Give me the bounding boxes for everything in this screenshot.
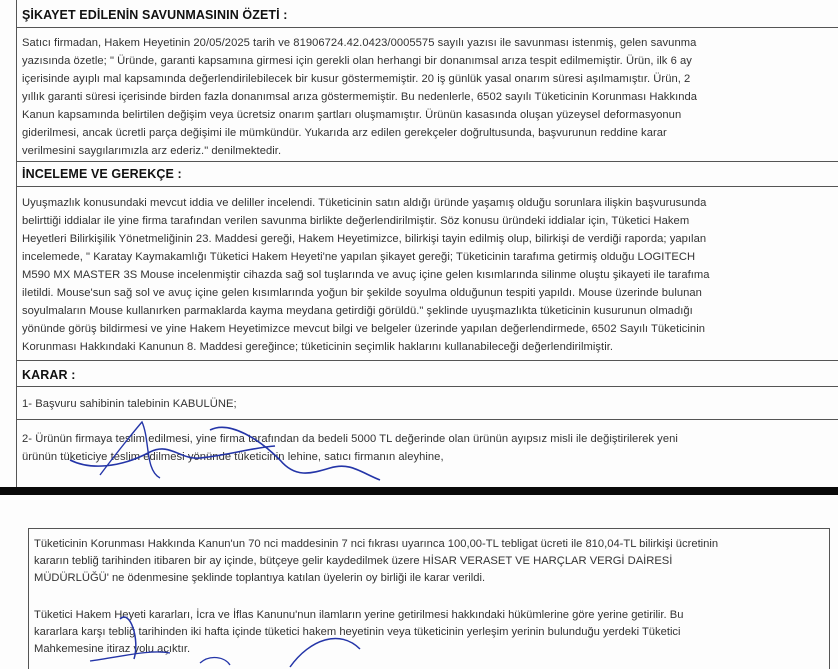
defense-summary-text: Satıcı firmadan, Hakem Heyetinin 20/05/2025 tarih ve 81906724.42.0423/0005575 sayılı yazısı ile savunması istenmiş, gelen savunma yazısında özetle; " Üründe, garanti kapsamına girmesi için gerekli olan herhangi bir donanımsal arıza tespit edilmemiştir. Ürün, ilk 6 ay içerisinde ayıplı mal kapsamında değerlendirilebilecek bir kusur göstermemiştir. 20 iş günlük yasal onarım süresi aşılmamıştır. Ürün, 2 yıllık garanti süresi içerisinde birden fazla donanımsal arıza göstermemiştir. Bu nedenlerle, 6502 sayılı Tüketicinin Korunması Hakkında Kanun kapsamında belirtilen değişim veya ücretsiz onarım şartları oluşmamıştır. Ürünün kasasında oluşan yüzeysel deformasyonun giderilmesi, ancak ücretli parça değişimi ile mümkündür. Yukarıda arz edilen gerekçeler doğrultusunda, başvurunun reddine karar verilmesini saygılarımızla arz ederiz." denilmektedir. [22,37,698,157]
document-page-2 [0,495,838,669]
fee-paragraph: Tüketicinin Korunması Hakkında Kanun'un 70 nci maddesinin 7 nci fıkrası uyarınca 100,00-TL tebligat ücreti ile 810,04-TL bilirkişi ücretinin kararın tebliğ tarihinden itibaren bir ay içinde, bütçeye gelir kaydedilmek üzere HİSAR VERASET VE HARÇLAR VERGİ DAİRESİ MÜDÜRLÜĞÜ' ne ödenmesine şeklinde toplantıya katılan üyelerin oy birliği ile karar verildi. [34,538,719,584]
section-divider [16,360,838,361]
heading-rule [16,27,838,28]
review-text: Uyuşmazlık konusundaki mevcut iddia ve deliller incelendi. Tüketicinin satın aldığı üründe yaşamış olduğu sorunlara ilişkin başvurusunda belirttiği iddialar ile yine firma tarafından verilen savunma birlikte değerlendirilmiştir. Söz konusu üründeki iddialar için, Tüketici Hakem Heyetleri Bilirkişilik Yönetmeliğinin 23. Maddesi gereği, Hakem Heyetimizce, bilirkişi tayin edilmiş olup, bilirkişi de verdiği raporda; yapılan incelemede, " Karatay Kaymakamlığı Tüketici Hakem Heyeti'ne yapılan şikayet gereği; Tüketicinin tarafıma getirmiş olduğu LOGITECH M590 MX MASTER 3S Mouse incelenmiştir cihazda sağ sol tuşlarında ve avuç içine gelen kısımlarında silinme oluştu şikayeti ile tarafıma iletildi. Mouse'sun sağ sol ve avuç içine gelen kısımlarında yoğun bir şekilde soyulma olduğunun tespiti yapıldı. Mouse üzerinde bulunan soyulmaların Mouse kullanırken parmaklarda kayma meydana getirdiği görüldü." şeklinde uyuşmazlıkta tüketicinin kusurunun olmadığı yönünde görüş bildirmesi ve yine Hakem Heyetimizce mevcut bilgi ve belgeler üzerinde yapılan değerlendirmede, 6502 Sayılı Tüketicinin Korunması Hakkındaki Kanunun 8. Maddesi gereğince; tüketicinin seçimlik haklarını kullanabileceği değerlendirilmiştir. [22,197,710,353]
heading-rule [16,386,838,387]
heading-rule [16,186,838,187]
decision-item-1: 1- Başvuru sahibinin talebinin KABULÜNE; [22,398,237,410]
defense-summary-heading: ŞİKAYET EDİLENİN SAVUNMASININ ÖZETİ : [22,8,288,22]
appeal-paragraph: Tüketici Hakem Heyeti kararları, İcra ve İflas Kanunu'nun ilamların yerine getirilmesi hakkındaki hükümlerine göre yerine getirilir. Bu kararlara karşı tebliğ tarihinden iki hafta içinde tüketici hakem heyetinin veya tüketicinin yerleşim yerinin bulunduğu yerdeki Tüketici Mahkemesine itiraz yolu açıktır. [34,609,684,655]
decision-item-2: 2- Ürünün firmaya teslim edilmesi, yine firma tarafından da bedeli 5000 TL değerinde olan ürünün ayıpsız misli ile değiştirilerek yeni ürünün tüketiciye teslim edilmesi yönünde tüketicinin lehine, satıcı firmanın aleyhine, [22,433,678,463]
decision-heading: KARAR : [22,368,76,382]
page-separator [0,487,838,495]
item-rule [16,419,838,420]
section-divider [16,161,838,162]
review-heading: İNCELEME VE GEREKÇE : [22,167,182,181]
